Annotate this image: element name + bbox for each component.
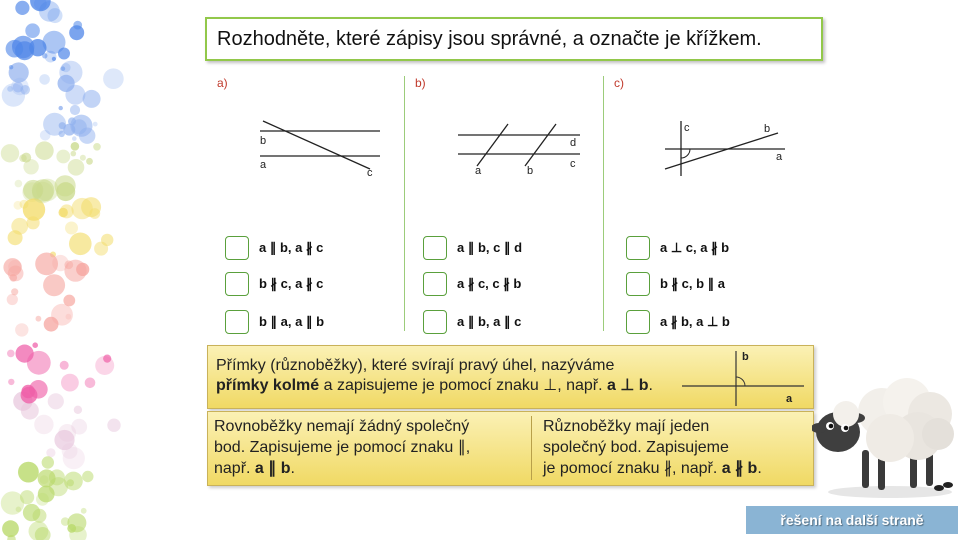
bokeh-dot: [60, 204, 74, 218]
bokeh-dot: [11, 288, 18, 295]
bokeh-dot: [15, 1, 29, 15]
label-c: c: [684, 122, 690, 134]
bokeh-dot: [3, 258, 21, 276]
checkbox[interactable]: [626, 272, 650, 296]
decorative-bokeh-strip: [0, 0, 140, 540]
definition-line: [216, 376, 653, 396]
bokeh-dot: [95, 356, 114, 375]
label-b: b: [260, 135, 267, 147]
definition-line: [543, 458, 808, 479]
bokeh-dot: [81, 508, 87, 514]
bokeh-dot: [29, 521, 49, 540]
option-label: a ∥ b, c ∥ d: [457, 240, 523, 255]
bokeh-dot: [35, 141, 54, 160]
bokeh-dot: [93, 122, 98, 127]
bokeh-dot: [94, 242, 108, 256]
bokeh-dot: [60, 361, 69, 370]
option-label: a ∦ b, a ⊥ b: [660, 314, 730, 329]
bokeh-dot: [39, 74, 50, 85]
definition-divider: [531, 416, 532, 480]
bokeh-dot: [56, 150, 70, 164]
column-c-label: c): [614, 76, 624, 90]
bokeh-dot: [43, 274, 65, 296]
bokeh-dot: [59, 131, 65, 137]
column-divider: [404, 76, 405, 331]
bokeh-dot: [7, 294, 18, 305]
example-notation: a ⊥ b: [607, 377, 649, 394]
term-bold: přímky kolmé: [216, 377, 320, 394]
bokeh-dot: [34, 415, 53, 434]
bokeh-dot: [42, 456, 54, 468]
definition-line: Různoběžky mají jeden: [543, 418, 710, 435]
definition-line: bod. Zapisujeme je pomocí znaku ∥,: [214, 439, 471, 456]
bokeh-dot: [79, 128, 95, 144]
bokeh-dot: [58, 424, 76, 442]
bokeh-dot: [63, 124, 75, 136]
definition-parallel: [214, 416, 524, 479]
bokeh-dot: [70, 105, 80, 115]
label-b: b: [527, 165, 534, 177]
bokeh-dot: [46, 448, 55, 457]
definition-line: Přímky (různoběžky), které svírají pravý úhel, nazýváme: [216, 357, 615, 374]
bokeh-dot: [51, 304, 73, 326]
bokeh-dot: [36, 316, 42, 322]
bokeh-dot: [15, 180, 23, 188]
bokeh-dot: [73, 21, 82, 30]
task-title: Rozhodněte, které zápisy jsou správné, a označte je křížkem.: [205, 17, 823, 61]
bokeh-dot: [107, 419, 120, 432]
label-a: a: [260, 159, 267, 171]
checkbox[interactable]: [225, 236, 249, 260]
next-page-solution-button[interactable]: řešení na další straně: [746, 506, 958, 534]
bokeh-dot: [74, 406, 82, 414]
bokeh-dot: [42, 53, 47, 58]
option-label: a ⊥ c, a ∦ b: [660, 240, 730, 255]
bokeh-dot: [9, 65, 13, 69]
perpendicular-diagram: [678, 348, 808, 408]
definition-text: .: [648, 377, 653, 394]
line-b: [665, 133, 778, 169]
label-c: c: [367, 167, 373, 179]
diagram-c: [660, 116, 800, 186]
label-a: a: [776, 151, 783, 163]
bokeh-dot: [36, 493, 49, 506]
bokeh-dot: [15, 41, 34, 60]
definition-perpendicular-box: [207, 345, 814, 409]
definition-text: např.: [214, 460, 255, 477]
definition-intersecting: [543, 416, 808, 479]
label-b: b: [742, 351, 749, 363]
bokeh-dot: [65, 222, 78, 235]
bokeh-dot: [59, 61, 82, 84]
bokeh-dot: [21, 153, 31, 163]
diagram-a: [255, 116, 395, 186]
bokeh-dot: [71, 151, 77, 157]
angle-mark: [681, 149, 690, 158]
bokeh-dot: [20, 200, 29, 209]
bokeh-dot: [16, 345, 34, 363]
option-label: a ∦ c, c ∦ b: [457, 276, 522, 291]
diagram-b: [455, 116, 595, 186]
bokeh-dot: [68, 159, 85, 176]
definition-perpendicular-text: [216, 356, 653, 396]
bokeh-dot: [85, 378, 96, 389]
definition-line: [214, 458, 524, 479]
bokeh-dot: [67, 524, 76, 533]
example-notation: a ∦ b: [721, 460, 758, 477]
definition-text: .: [757, 460, 762, 477]
bokeh-dot: [48, 8, 63, 23]
sheep-illustration: [812, 370, 957, 500]
bokeh-dot: [8, 379, 14, 385]
bokeh-dot: [59, 106, 63, 110]
bokeh-dot: [21, 402, 39, 420]
bokeh-dot: [86, 158, 93, 165]
bokeh-dot: [61, 517, 70, 526]
bokeh-dot: [7, 350, 15, 358]
checkbox[interactable]: [423, 272, 447, 296]
column-b-label: b): [415, 76, 426, 90]
option-label: a ∥ b, a ∥ c: [457, 314, 522, 329]
checkbox[interactable]: [225, 310, 249, 334]
example-notation: a ∥ b: [254, 460, 291, 477]
line-c: [263, 121, 370, 169]
bokeh-dot: [1, 491, 24, 514]
option-label: a ∥ b, a ∦ c: [259, 240, 324, 255]
definition-parallel-intersecting-box: [207, 411, 814, 486]
option-label: b ∦ c, b ∥ a: [660, 276, 726, 291]
bokeh-dot: [55, 175, 76, 196]
bokeh-dot: [71, 142, 80, 151]
bokeh-dot: [83, 90, 101, 108]
bokeh-dot: [48, 393, 64, 409]
bokeh-dot: [64, 260, 86, 282]
bokeh-dot: [25, 23, 40, 38]
bokeh-dot: [18, 462, 39, 483]
bokeh-dot: [61, 374, 79, 392]
bokeh-dot: [15, 323, 28, 336]
bokeh-dot: [11, 78, 28, 95]
bokeh-dot: [58, 48, 70, 60]
line-a: [477, 124, 508, 166]
bokeh-dot: [69, 233, 92, 256]
definition-line: Rovnoběžky nemají žádný společný: [214, 418, 470, 435]
label-b: b: [764, 123, 771, 135]
bokeh-dot: [2, 520, 19, 537]
bokeh-dot: [32, 342, 38, 348]
bokeh-dot: [49, 477, 68, 496]
checkbox[interactable]: [225, 272, 249, 296]
bokeh-dot: [21, 385, 35, 399]
definition-text: a zapisujeme je pomocí znaku ⊥, např.: [319, 377, 608, 394]
bokeh-dot: [93, 143, 101, 151]
bokeh-dot: [80, 155, 86, 161]
bokeh-dot: [40, 475, 49, 484]
bokeh-dot: [32, 182, 53, 203]
line-b: [525, 124, 556, 166]
label-c: c: [570, 158, 576, 170]
column-a-label: a): [217, 76, 228, 90]
definition-line: společný bod. Zapisujeme: [543, 439, 729, 456]
definition-text: je pomocí znaku ∦, např.: [543, 460, 722, 477]
label-d: d: [570, 137, 577, 149]
option-label: b ∦ c, a ∦ c: [259, 276, 324, 291]
bokeh-dot: [82, 471, 93, 482]
label-a: a: [475, 165, 482, 177]
checkbox[interactable]: [423, 310, 447, 334]
definition-text: .: [290, 460, 295, 477]
column-divider: [603, 76, 604, 331]
bokeh-dot: [23, 504, 40, 521]
checkbox[interactable]: [423, 236, 447, 260]
checkbox[interactable]: [626, 236, 650, 260]
bokeh-dot: [81, 197, 101, 217]
bokeh-dot: [35, 253, 58, 276]
checkbox[interactable]: [626, 310, 650, 334]
label-a: a: [786, 393, 793, 405]
bokeh-dot: [62, 443, 78, 459]
option-label: b ∥ a, a ∥ b: [259, 314, 325, 329]
bokeh-dot: [72, 136, 77, 141]
bokeh-dot: [1, 144, 19, 162]
bokeh-dot: [103, 68, 124, 89]
bokeh-dot: [65, 85, 85, 105]
bokeh-dot: [11, 218, 28, 235]
